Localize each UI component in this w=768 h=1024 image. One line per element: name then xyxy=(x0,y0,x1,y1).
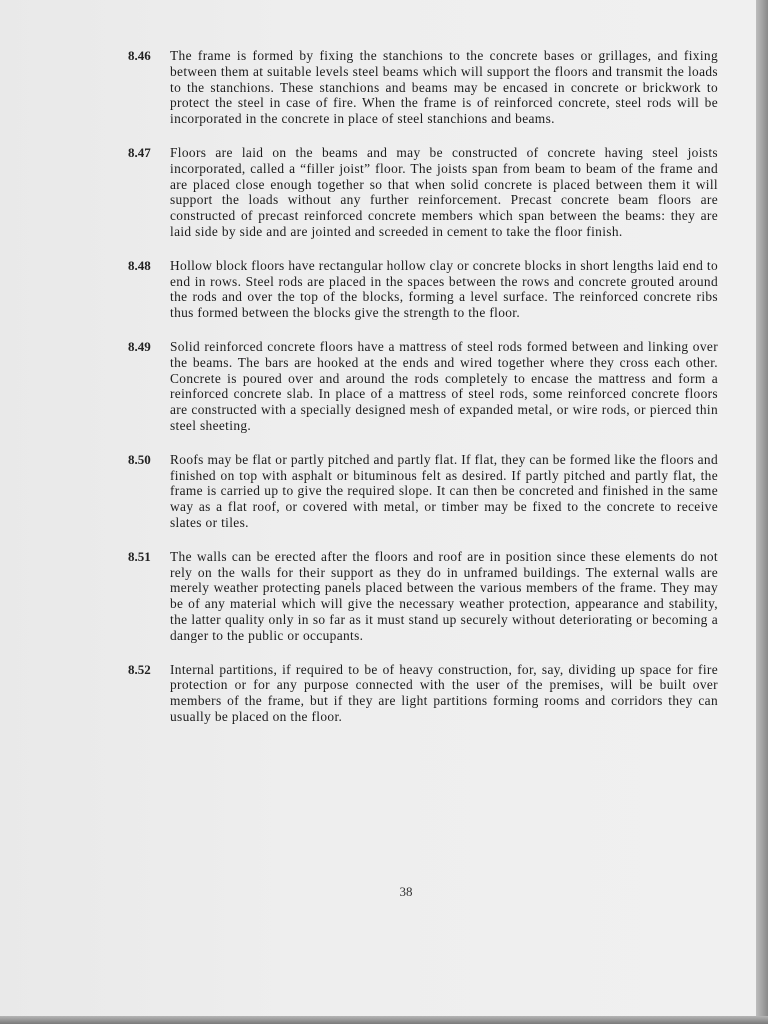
paragraph-8-48 xyxy=(128,258,718,321)
paragraph-8-49 xyxy=(128,339,718,434)
paragraph-number: 8.47 xyxy=(128,144,151,160)
paragraph-number: 8.50 xyxy=(128,451,151,467)
paragraph-text: The frame is formed by fixing the stanchions to the concrete bases or grillages, and fixing between them at suitable levels steel beams which will support the floors and transmit the loads to the stanchions. These stanchions and beams may be encased in concrete or brickwork to protect the steel in case of fire. When the frame is of reinforced concrete, steel rods will be incorporated in the concrete in place of steel stanchions and beams. xyxy=(170,48,718,127)
paragraph-text: Roofs may be flat or partly pitched and partly flat. If flat, they can be formed like the floors and finished on top with asphalt or bituminous felt as desired. If partly pitched and partly flat, the frame is carried up to give the required slope. It can then be concreted and finished in the same way as a flat roof, or covered with metal, or timber may be fixed to the concrete to receive slates or tiles. xyxy=(170,451,718,530)
paragraph-text: Solid reinforced concrete floors have a mattress of steel rods formed between and linking over the beams. The bars are hooked at the ends and wired together where they cross each other. Concrete is poured over and around the rods completely to encase the mattress and form a reinforced concrete slab. In place of a mattress of steel rods, some reinforced concrete floors are constructed with a specially designed mesh of expanded metal, or wire rods, or pierced thin steel sheeting. xyxy=(170,338,718,433)
paragraph-text: Floors are laid on the beams and may be constructed of concrete having steel joists incorporated, called a “filler joist” floor. The joists span from beam to beam of the frame and are placed close enough together so that when solid concrete is placed between them it will support the loads without any further reinforcement. Precast concrete beam floors are constructed of precast reinforced concrete members which span between the beams: they are laid side by side and are jointed and screeded in cement to take the floor finish. xyxy=(170,144,718,239)
paragraph-8-47 xyxy=(128,145,718,240)
paragraph-text: Hollow block floors have rectangular hollow clay or concrete blocks in short lengths laid end to end in rows. Steel rods are placed in the spaces between the rows and concrete grouted around the rods and over the top of the blocks, forming a level surface. The reinforced concrete ribs thus formed between the blocks give the strength to the floor. xyxy=(170,257,718,321)
paragraph-8-51 xyxy=(128,549,718,644)
paragraph-8-50 xyxy=(128,452,718,531)
paragraph-8-52 xyxy=(128,662,718,725)
paragraph-number: 8.48 xyxy=(128,257,151,273)
paragraph-number: 8.51 xyxy=(128,548,151,564)
paragraph-text: Internal partitions, if required to be of heavy construction, for, say, dividing up space for fire protection or for any purpose connected with the user of the premises, will be built over members of the frame, but if they are light partitions forming rooms and corridors they can usually be placed on the floor. xyxy=(170,661,718,724)
page-edge-shadow xyxy=(756,0,768,1024)
page-number: 38 xyxy=(399,884,413,899)
paragraph-text: The walls can be erected after the floors and roof are in position since these elements do not rely on the walls for their support as they do in unframed buildings. The external walls are merely weather protecting panels placed between the various members of the frame. They may be of any material which will give the necessary weather protection, appearance and stability, the latter quality only in so far as it must stand up securely without deteriorating or becoming a danger to the public or occupants. xyxy=(170,548,718,643)
page-content xyxy=(128,48,718,743)
page-bottom-shadow xyxy=(0,1016,768,1024)
paragraph-number: 8.49 xyxy=(128,338,151,354)
paragraph-number: 8.52 xyxy=(128,661,151,677)
paragraph-number: 8.46 xyxy=(128,48,151,63)
paragraph-8-46 xyxy=(128,48,718,127)
